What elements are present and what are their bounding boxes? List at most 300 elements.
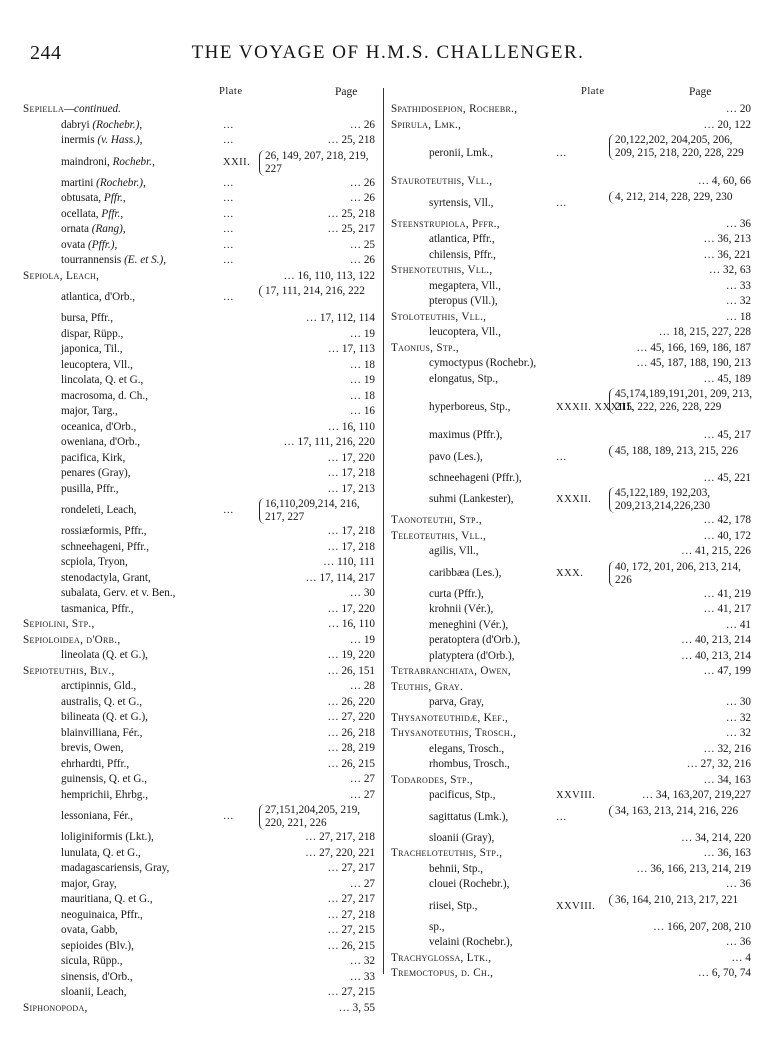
index-entry: [23, 284, 375, 311]
page-refs: … 17, 218: [327, 540, 375, 553]
index-entry: [391, 560, 751, 587]
entry-name: sicula, Rüpp.,: [61, 955, 123, 967]
page-refs: 45,174,189,191,201, 209, 213, 215, 222, 226, 228, 229: [609, 388, 753, 414]
page-refs: … 32: [725, 727, 751, 739]
index-entry: [391, 544, 751, 560]
index-entry: [23, 176, 375, 192]
index-entry: [391, 920, 751, 936]
page-refs: … 26, 151: [327, 664, 375, 677]
page-refs: … 36, 213: [703, 233, 751, 245]
entry-name: agilis, Vll.,: [429, 545, 479, 557]
plate-ref: …: [223, 208, 234, 220]
index-entry: [23, 389, 375, 405]
index-entry: [391, 444, 751, 471]
index-entry: [391, 428, 751, 444]
index-entry: [391, 387, 751, 428]
index-genus-entry: [391, 680, 751, 696]
index-entry: [23, 726, 375, 742]
entry-name: cymoctypus (Rochebr.),: [429, 357, 537, 369]
index-genus-entry: [23, 664, 375, 680]
index-entry: [391, 618, 751, 634]
entry-name: lunulata, Q. et G.,: [61, 846, 141, 859]
entry-name: macrosoma, d. Ch.,: [61, 389, 148, 402]
entry-name: tourrannensis (E. et S.),: [61, 254, 167, 266]
entry-name: Tremoctopus, d. Ch.,: [391, 967, 494, 979]
entry-name: Taonius, Stp.,: [391, 341, 460, 354]
page-refs: … 19: [349, 374, 375, 386]
page-refs: … 27: [349, 773, 375, 785]
entry-name: pavo (Les.),: [429, 450, 483, 463]
entry-name: Sthenoteuthis, Vll.,: [391, 264, 493, 276]
page-refs: 16,110,209,214, 216, 217, 227: [259, 498, 377, 524]
page-refs: … 19: [349, 633, 375, 646]
index-entry: [391, 788, 751, 804]
index-entry: [23, 602, 375, 618]
index-entry: [391, 649, 751, 665]
entry-name: neoguinaica, Pffr.,: [61, 908, 143, 921]
entry-name: major, Targ.,: [61, 405, 118, 417]
index-genus-entry: [391, 310, 751, 326]
page-refs: … 26: [349, 192, 375, 204]
index-entry: [23, 710, 375, 726]
page-refs: … 32: [725, 711, 751, 724]
entry-name: hemprichii, Ehrbg.,: [61, 788, 148, 801]
page-refs: … 30: [349, 587, 375, 599]
index-entry: [391, 190, 751, 217]
page-refs: … 18: [725, 310, 751, 323]
index-genus-entry: [391, 951, 751, 967]
index-entry: [391, 757, 751, 773]
page-refs: … 17, 220: [327, 451, 375, 464]
index-entry: [23, 149, 375, 176]
entry-name: Sepiola, Leach,: [23, 269, 100, 282]
index-entry: [23, 342, 375, 358]
entry-name: sepioides (Blv.),: [61, 939, 134, 952]
right-column: [391, 86, 751, 982]
page-refs: … 17, 111, 216, 220: [283, 436, 375, 448]
index-entry: [23, 420, 375, 436]
index-entry: [23, 524, 375, 540]
plate-ref: …: [556, 148, 567, 159]
page-refs: … 25: [349, 238, 375, 251]
plate-ref: …: [556, 197, 567, 209]
index-entry: [391, 325, 751, 341]
entry-name: atlantica, Pffr.,: [429, 233, 495, 245]
index-genus-entry: [23, 617, 375, 633]
index-entry: [23, 803, 375, 830]
plate-ref: …: [556, 811, 567, 823]
plate-ref: …: [223, 135, 234, 146]
entry-name: ocellata, Pffr.,: [61, 207, 124, 220]
entry-name: pteropus (Vll.),: [429, 295, 498, 307]
index-entry: [23, 908, 375, 924]
page-refs: … 110, 111: [323, 556, 375, 568]
entry-name: schneehageni (Pffr.),: [429, 471, 522, 484]
entry-name: brevis, Owen,: [61, 742, 124, 754]
page-refs: 34, 163, 213, 214, 216, 226: [609, 805, 753, 818]
entry-name: Thysanoteuthidæ, Kef.,: [391, 711, 509, 724]
index-entry: [23, 939, 375, 955]
page-refs: … 40, 172: [703, 529, 751, 542]
entry-name: stenodactyla, Grant,: [61, 571, 151, 584]
index-entry: [23, 102, 375, 118]
index-entry: [23, 830, 375, 846]
page-refs: … 45, 166, 169, 186, 187: [636, 341, 751, 354]
index-entry: [23, 923, 375, 939]
entry-name: Thysanoteuthis, Trosch.,: [391, 727, 517, 739]
page-refs: 45, 188, 189, 213, 215, 226: [609, 445, 753, 458]
page-refs: … 27, 32, 216: [686, 758, 751, 770]
page-refs: … 19: [349, 327, 375, 340]
entry-name: Teuthis, Gray.: [391, 680, 464, 693]
entry-name: scpiola, Tryon,: [61, 556, 128, 568]
page-refs: … 26, 220: [327, 695, 375, 708]
entry-name: ovata (Pffr.),: [61, 238, 118, 251]
entry-name: schneehageni, Pffr.,: [61, 540, 150, 553]
index-entry: [391, 695, 751, 711]
page-header-label: Page: [335, 86, 358, 98]
index-entry: [23, 482, 375, 498]
page-refs: … 36: [725, 878, 751, 890]
plate-ref: …: [223, 224, 234, 235]
plate-ref: …: [223, 255, 234, 266]
entry-name: dabryi (Rochebr.),: [61, 118, 143, 131]
page-refs: … 27, 218: [327, 908, 375, 921]
index-genus-entry: [391, 118, 751, 134]
index-entry: [391, 831, 751, 847]
index-genus-entry: [391, 966, 751, 982]
index-entry: [23, 954, 375, 970]
page-refs: … 4: [731, 951, 751, 964]
index-entry: [23, 497, 375, 524]
plate-ref: …: [223, 239, 234, 251]
entry-name: Tetrabranchiata, Owen,: [391, 665, 511, 677]
entry-name: pacifica, Kirk,: [61, 451, 126, 464]
plate-ref: …: [556, 451, 567, 463]
entry-name: oweniana, d'Orb.,: [61, 436, 141, 448]
page-refs: 27,151,204,205, 219, 220, 221, 226: [259, 804, 377, 830]
plate-ref: XXII.: [223, 156, 251, 168]
page-refs: … 6, 70, 74: [697, 967, 751, 979]
index-entry: [23, 253, 375, 269]
index-genus-entry: [391, 773, 751, 789]
entry-name: riisei, Stp.,: [429, 899, 478, 912]
page-refs: … 18: [349, 358, 375, 371]
entry-name: Steenstrupiola, Pffr.,: [391, 217, 500, 230]
index-genus-entry: [391, 341, 751, 357]
page-refs: … 3, 55: [338, 1001, 375, 1014]
entry-name: suhmi (Lankester),: [429, 493, 514, 505]
page-header: [0, 42, 776, 66]
index-entry: [391, 877, 751, 893]
entry-name: Tracheloteuthis, Stp.,: [391, 847, 503, 859]
entry-name: ornata (Rang),: [61, 223, 126, 235]
page-refs: 45,122,189, 192,203, 209,213,214,226,230: [609, 487, 753, 513]
page-refs: … 25, 217: [327, 223, 375, 235]
entry-name: guinensis, Q. et G.,: [61, 773, 148, 785]
entry-name: mauritiana, Q. et G.,: [61, 893, 153, 905]
plate-ref: …: [223, 505, 234, 516]
entry-name: velaini (Rochebr.),: [429, 936, 513, 948]
entry-name: Sepiella—continued.: [23, 103, 121, 115]
index-entry: [23, 757, 375, 773]
page-refs: … 27, 220, 221: [305, 846, 375, 859]
index-genus-entry: [391, 102, 751, 118]
page-refs: … 27: [349, 788, 375, 801]
page-refs: … 33: [349, 970, 375, 983]
page-refs: … 45, 217: [703, 429, 751, 441]
page-refs: … 36, 221: [703, 248, 751, 261]
index-entry: [23, 373, 375, 389]
index-entry: [391, 372, 751, 388]
entry-name: Stoloteuthis, Vll.,: [391, 310, 487, 323]
index-entry: [391, 935, 751, 951]
page-refs: … 16, 110: [327, 618, 375, 630]
index-entry: [391, 471, 751, 487]
page-refs: … 27, 217: [327, 893, 375, 905]
entry-name: maindroni, Rochebr.,: [61, 155, 155, 168]
page-refs: … 32: [349, 955, 375, 967]
entry-name: atlantica, d'Orb.,: [61, 291, 136, 303]
page-refs: … 32, 63: [709, 264, 751, 276]
page-refs: … 17, 112, 114: [305, 312, 375, 324]
page-refs: … 45, 187, 188, 190, 213: [636, 357, 751, 369]
entry-name: bursa, Pffr.,: [61, 312, 113, 324]
page-refs: … 17, 213: [327, 482, 375, 495]
page-refs: … 34, 163: [703, 773, 751, 786]
index-entry: [391, 633, 751, 649]
index-entry: [23, 892, 375, 908]
plate-ref: …: [223, 177, 234, 189]
page-refs: 40, 172, 201, 206, 213, 214, 226: [609, 561, 753, 587]
entry-name: Spathidosepion, Rochebr.,: [391, 103, 518, 115]
page-refs: … 27: [349, 877, 375, 890]
page-refs: … 27, 220: [327, 711, 375, 723]
index-entry: [23, 404, 375, 420]
page-refs: … 45, 189: [703, 372, 751, 385]
page-refs: … 20, 122: [703, 118, 751, 131]
entry-name: megaptera, Vll.,: [429, 279, 501, 292]
entry-name: japonica, Til.,: [61, 343, 123, 355]
page-refs: … 16, 110: [327, 420, 375, 433]
entry-name: loliginiformis (Lkt.),: [61, 831, 154, 843]
index-entry: [23, 985, 375, 1001]
page-refs: … 32: [725, 295, 751, 307]
entry-name: inermis (v. Hass.),: [61, 134, 143, 146]
entry-name: lessoniana, Fér.,: [61, 810, 134, 822]
index-entry: [23, 311, 375, 327]
index-entry: [23, 327, 375, 343]
entry-name: peratoptera (d'Orb.),: [429, 634, 521, 646]
page-refs: … 26, 215: [327, 939, 375, 952]
page-refs: … 27, 215: [327, 986, 375, 998]
index-entry: [23, 679, 375, 695]
entry-name: Teleoteuthis, Vll.,: [391, 529, 487, 542]
entry-name: tasmanica, Pffr.,: [61, 602, 134, 615]
entry-name: Siphonopoda,: [23, 1001, 88, 1014]
plate-ref: XXVIII.: [556, 790, 596, 801]
index-entry: [23, 191, 375, 207]
page-refs: 26, 149, 207, 218, 219, 227: [259, 150, 377, 176]
plate-ref: …: [223, 811, 234, 822]
index-entry: [23, 133, 375, 149]
index-genus-entry: [391, 664, 751, 680]
index-entry: [391, 486, 751, 513]
entry-name: lincolata, Q. et G.,: [61, 374, 144, 386]
plate-ref: XXVIII.: [556, 900, 596, 912]
entry-name: rondeleti, Leach,: [61, 504, 137, 516]
page-refs: … 36, 166, 213, 214, 219: [636, 862, 751, 875]
entry-name: blainvilliana, Fér.,: [61, 726, 143, 739]
right-column-headers: [391, 86, 751, 102]
entry-name: sagittatus (Lmk.),: [429, 810, 509, 823]
entry-name: elegans, Trosch.,: [429, 742, 505, 755]
page-refs: … 34, 163,207, 219,227: [641, 789, 751, 801]
index-entry: [23, 222, 375, 238]
index-entry: [23, 435, 375, 451]
index-genus-entry: [391, 711, 751, 727]
entry-name: sp.,: [429, 920, 445, 933]
entry-name: Todarodes, Stp.,: [391, 773, 473, 786]
page-refs: … 26, 218: [327, 726, 375, 739]
page-refs: 20,122,202, 204,205, 206, 209, 215, 218, 220, 228, 229: [609, 134, 753, 160]
running-title: THE VOYAGE OF H.M.S. CHALLENGER.: [191, 42, 585, 63]
index-entry: [23, 772, 375, 788]
entry-name: obtusata, Pffr.,: [61, 192, 126, 204]
left-column-headers: [23, 86, 375, 102]
entry-name: madagascariensis, Gray,: [61, 862, 170, 874]
plate-header: Plate: [219, 86, 243, 97]
entry-name: martini (Rochebr.),: [61, 176, 146, 189]
entry-name: penares (Gray),: [61, 467, 131, 479]
entry-name: bilineata (Q. et G.),: [61, 711, 148, 723]
page-refs: … 41: [725, 618, 751, 631]
page-refs: … 41, 219: [703, 587, 751, 600]
entry-name: curta (Pffr.),: [429, 587, 484, 600]
page-refs: … 17, 220: [327, 602, 375, 615]
index-genus-entry: [391, 846, 751, 862]
plate-ref: XXXII. XXXIII.: [556, 402, 634, 413]
entry-name: sloanii (Gray),: [429, 831, 495, 844]
index-genus-entry: [391, 174, 751, 190]
entry-name: clouei (Rochebr.),: [429, 878, 510, 890]
page-refs: … 26, 215: [327, 757, 375, 770]
entry-name: Taonoteuthi, Stp.,: [391, 514, 482, 526]
page-refs: … 47, 199: [703, 665, 751, 677]
page-refs: … 18: [349, 389, 375, 402]
entry-name: subalata, Gerv. et v. Ben.,: [61, 587, 176, 599]
index-genus-entry: [23, 633, 375, 649]
page-refs: … 26: [349, 254, 375, 266]
entry-name: Spirula, Lmk.,: [391, 118, 462, 131]
entry-name: ehrhardti, Pffr.,: [61, 757, 130, 770]
page-refs: … 16, 110, 113, 122: [283, 269, 375, 282]
index-entry: [23, 555, 375, 571]
page-number: 244: [30, 42, 62, 64]
entry-name: lineolata (Q. et G.),: [61, 649, 148, 661]
entry-name: Trachyglossa, Ltk.,: [391, 951, 492, 964]
entry-name: Sepioteuthis, Blv.,: [23, 664, 115, 677]
page-refs: … 36: [725, 217, 751, 230]
page-refs: … 41, 215, 226: [681, 545, 751, 557]
page-refs: … 17, 114, 217: [305, 571, 375, 584]
page-refs: … 16: [349, 405, 375, 417]
index-entry: [391, 862, 751, 878]
page-refs: … 40, 213, 214: [681, 649, 751, 662]
page-refs: … 36, 163: [703, 847, 751, 859]
page-refs: … 28, 219: [327, 742, 375, 754]
entry-name: rossiæformis, Pffr.,: [61, 525, 147, 537]
index-entry: [391, 742, 751, 758]
index-entry: [23, 586, 375, 602]
page-refs: … 27, 217, 218: [305, 831, 375, 843]
index-genus-entry: [23, 1001, 375, 1017]
page-refs: … 33: [725, 279, 751, 292]
column-divider: [383, 88, 384, 974]
plate-ref: XXX.: [556, 567, 584, 579]
index-entry: [391, 279, 751, 295]
left-column: [23, 86, 375, 1016]
index-entry: [23, 861, 375, 877]
page-refs: … 32, 216: [703, 742, 751, 755]
index-entry: [23, 788, 375, 804]
entry-name: leucoptera, Vll.,: [429, 326, 501, 338]
index-entry: [391, 294, 751, 310]
entry-name: dispar, Rüpp.,: [61, 327, 124, 340]
entry-name: leucoptera, Vll.,: [61, 358, 133, 371]
index-entry: [391, 804, 751, 831]
index-entry: [23, 358, 375, 374]
page-refs: … 18, 215, 227, 228: [658, 326, 751, 338]
page-refs: … 17, 218: [327, 525, 375, 537]
index-entry: [391, 232, 751, 248]
entry-name: meneghini (Vér.),: [429, 618, 509, 631]
index-entry: [391, 602, 751, 618]
index-entry: [23, 238, 375, 254]
index-entry: [23, 466, 375, 482]
plate-ref: …: [223, 292, 234, 303]
entry-name: pacificus, Stp.,: [429, 789, 496, 801]
entry-name: parva, Gray,: [429, 696, 484, 708]
page-refs: … 34, 214, 220: [681, 831, 751, 844]
page-refs: … 27, 217: [327, 862, 375, 874]
entry-name: oceanica, d'Orb.,: [61, 420, 137, 433]
page-refs: … 166, 207, 208, 210: [653, 920, 751, 933]
page-refs: … 41, 217: [703, 603, 751, 615]
plate-ref: …: [223, 193, 234, 204]
plate-ref: …: [223, 119, 234, 131]
page-refs: 17, 111, 214, 216, 222: [259, 285, 377, 298]
page-refs: … 25, 218: [327, 134, 375, 146]
entry-name: platyptera (d'Orb.),: [429, 649, 515, 662]
index-entry: [23, 451, 375, 467]
index-entry: [23, 970, 375, 986]
entry-name: peronii, Lmk.,: [429, 147, 494, 159]
entry-name: elongatus, Stp.,: [429, 372, 498, 385]
plate-ref: XXXII.: [556, 494, 592, 505]
page-refs: … 26: [349, 176, 375, 189]
entry-name: rhombus, Trosch.,: [429, 758, 510, 770]
entry-name: sinensis, d'Orb.,: [61, 970, 133, 983]
index-genus-entry: [391, 513, 751, 529]
page-refs: 36, 164, 210, 213, 217, 221: [609, 894, 753, 907]
index-entry: [391, 248, 751, 264]
entry-name: chilensis, Pffr.,: [429, 248, 496, 261]
index-entry: [23, 207, 375, 223]
index-entry: [23, 648, 375, 664]
index-entry: [23, 540, 375, 556]
entry-name: ovata, Gabb,: [61, 924, 118, 936]
